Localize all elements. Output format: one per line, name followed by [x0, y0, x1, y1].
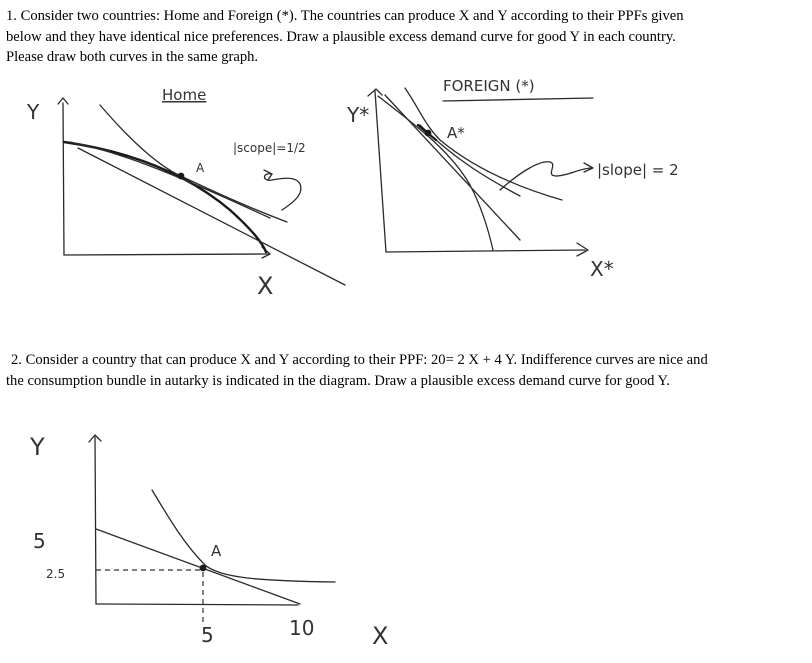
foreign-y-label: Y*: [347, 103, 370, 127]
q2-x-label: X: [372, 622, 389, 650]
q2-x-tick-10: 10: [289, 616, 315, 640]
foreign-point-label: A*: [447, 124, 465, 142]
home-autarky-point: [178, 173, 185, 180]
home-figure: [26, 86, 345, 300]
q2-x-axis: [96, 604, 298, 605]
foreign-ppf-curve: [378, 96, 493, 250]
foreign-annotation-arrow: [500, 162, 592, 190]
home-point-label: A: [196, 161, 205, 175]
foreign-indifference-curve: [405, 88, 562, 200]
q2-y-tick-5: 5: [33, 529, 46, 553]
foreign-autarky-point: [425, 130, 432, 137]
foreign-y-axis: [375, 91, 386, 252]
q2-point-label: A: [211, 542, 222, 560]
home-title: Home: [162, 86, 207, 104]
foreign-x-axis: [386, 250, 585, 252]
home-slope-note: |scope|=1/2: [233, 141, 306, 155]
foreign-annotation-arrowhead-icon: [584, 163, 593, 172]
question2-line1: 2. Consider a country that can produce X and Y according to their PPF: 20= 2 X + 4 Y. Indifference curves are nice and: [11, 352, 708, 368]
home-indifference-curve: [100, 105, 287, 222]
q2-ppf-line: [96, 529, 300, 604]
question1-line3: Please draw both curves in the same graph.: [6, 49, 259, 65]
home-x-label: X: [257, 272, 274, 300]
home-annotation-arrow: [265, 174, 301, 210]
home-y-label: Y: [27, 100, 40, 124]
foreign-price-line: [385, 95, 520, 240]
question2-line2: the consumption bundle in autarky is indicated in the diagram. Draw a plausible excess demand curve for good Y.: [6, 373, 670, 389]
q2-y-axis: [95, 437, 96, 604]
question1-line1: 1. Consider two countries: Home and Foreign (*). The countries can produce X and Y according to their PPFs given: [6, 8, 684, 24]
home-ppf-curve: [64, 142, 266, 252]
home-price-line: [78, 148, 345, 285]
foreign-figure: [346, 77, 679, 281]
home-y-axis: [63, 103, 64, 255]
foreign-title: FOREIGN (*): [443, 77, 535, 95]
q2-y-tick-2-5: 2.5: [46, 567, 66, 581]
foreign-slope-note: |slope| = 2: [597, 161, 679, 179]
home-x-axis: [64, 254, 268, 255]
question1-line2: below and they have identical nice preferences. Draw a plausible excess demand curve for good Y in each country.: [6, 29, 676, 45]
q2-autarky-point: [200, 565, 207, 572]
q2-figure: [29, 433, 388, 650]
q2-y-label: Y: [30, 433, 45, 461]
foreign-x-label: X*: [590, 257, 614, 281]
foreign-title-underline: [443, 98, 593, 101]
q2-x-tick-5: 5: [201, 623, 214, 647]
q2-indifference-curve: [152, 490, 335, 582]
